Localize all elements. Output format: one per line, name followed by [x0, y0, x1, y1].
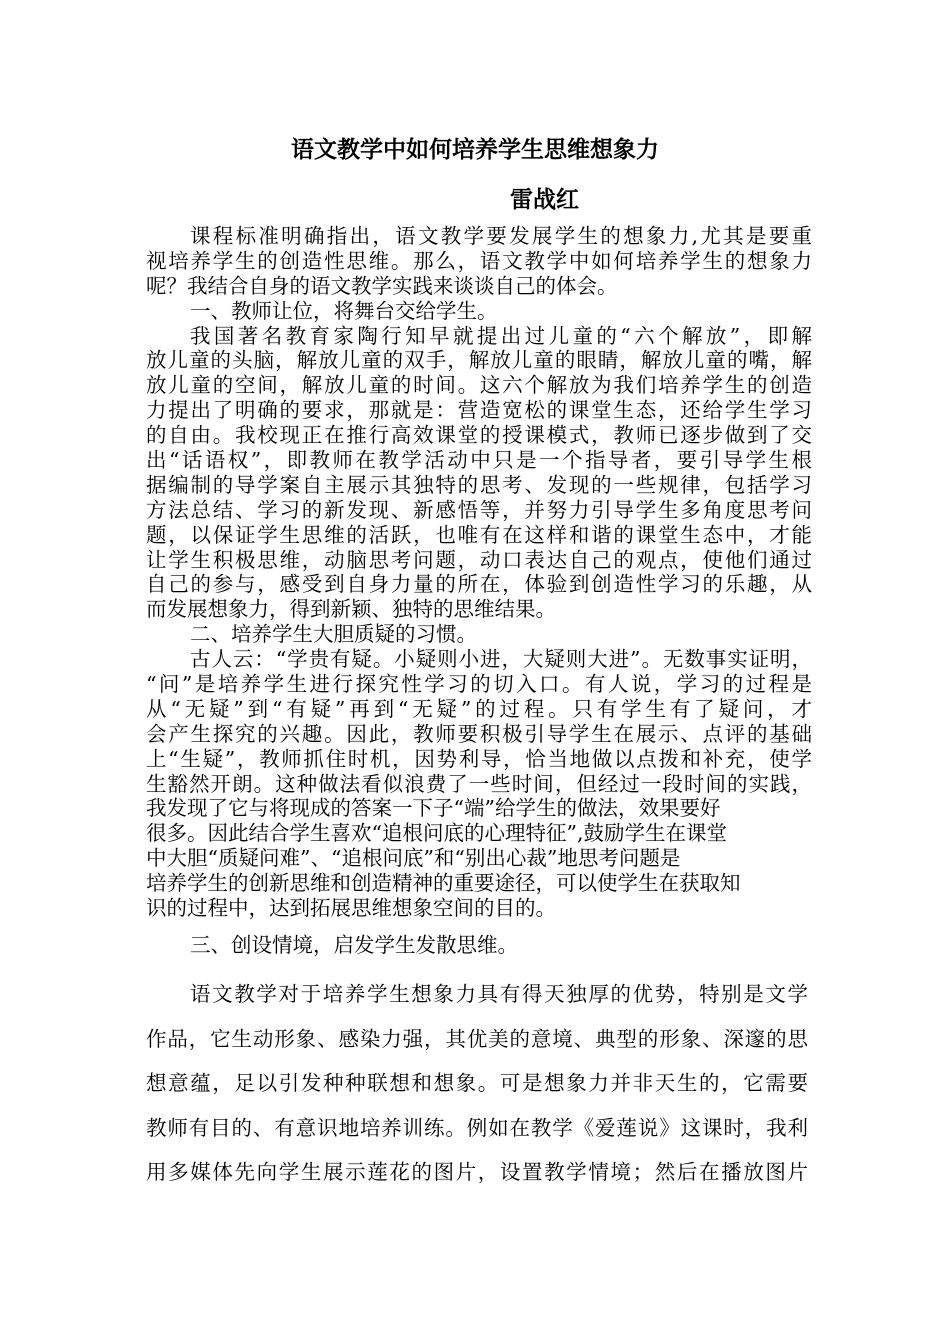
text-line: 题，以保证学生思维的活跃，也唯有在这样和谐的课堂生态中，才能: [146, 522, 812, 547]
text-line: 识的过程中，达到拓展思维想象空间的目的。: [146, 896, 556, 921]
section-heading-2: 二、培养学生大胆质疑的习惯。: [190, 622, 477, 647]
text-line: 中大胆“质疑问难”、“追根问底”和“别出心裁”地思考问题是: [146, 846, 681, 871]
text-line: 培养学生的创新思维和创造精神的重要途径，可以使学生在获取知: [146, 871, 741, 896]
document-author: 雷战红: [510, 186, 579, 213]
text-line: 让学生积极思维，动脑思考问题，动口表达自己的观点，使他们通过: [146, 547, 812, 572]
text-line: 放儿童的空间，解放儿童的时间。这六个解放为我们培养学生的创造: [146, 373, 812, 398]
text-line: 呢？我结合自身的语文教学实践来谈谈自己的体会。: [146, 273, 618, 298]
text-line: 课程标准明确指出，语文教学要发展学生的想象力,尤其是要重: [190, 224, 812, 248]
text-line: 的自由。我校现正在推行高效课堂的授课模式，教师已逐步做到了交: [146, 423, 812, 448]
text-line: 会产生探究的兴趣。因此，教师要积极引导学生在展示、点评的基础: [146, 721, 812, 746]
text-line: 而发展想象力，得到新颖、独特的思维结果。: [146, 597, 556, 622]
section-heading-3: 三、创设情境，启发学生发散思维。: [190, 933, 518, 957]
text-line: 自己的参与，感受到自身力量的所在，体验到创造性学习的乐趣，从: [146, 572, 812, 597]
text-line: 力提出了明确的要求，那就是：营造宽松的课堂生态，还给学生学习: [146, 398, 812, 423]
text-line: 方法总结、学习的新发现、新感悟等，并努力引导学生多角度思考问: [146, 497, 812, 522]
text-line: 古人云：“学贵有疑。小疑则小进，大疑则大进”。无数事实证明，: [190, 647, 812, 672]
text-line: 想意蕴，足以引发种种联想和想象。可是想象力并非天生的，它需要: [146, 1071, 808, 1096]
text-line: 很多。因此结合学生喜欢“追根问底的心理特征”,鼓励学生在课堂: [146, 821, 727, 846]
text-line: 我国著名教育家陶行知早就提出过儿童的“六个解放”，即解: [190, 323, 812, 348]
text-line: 教师有目的、有意识地培养训练。例如在教学《爱莲说》这课时，我利: [146, 1115, 808, 1140]
text-line: 作品，它生动形象、感染力强，其优美的意境、典型的形象、深邃的思: [146, 1026, 808, 1051]
text-line: 视培养学生的创造性思维。那么，语文教学中如何培养学生的想象力: [146, 248, 812, 273]
text-line: 上“生疑”，教师抓住时机，因势利导，恰当地做以点拨和补充，使学: [146, 746, 812, 771]
text-line: 出“话语权”，即教师在教学活动中只是一个指导者，要引导学生根: [146, 448, 812, 473]
text-line: 放儿童的头脑，解放儿童的双手，解放儿童的眼睛，解放儿童的嘴，解: [146, 348, 812, 373]
body-text-block: [146, 224, 812, 921]
text-line: 语文教学对于培养学生想象力具有得天独厚的优势，特别是文学: [190, 982, 808, 1006]
document-title: 语文教学中如何培养学生思维想象力: [291, 136, 659, 163]
text-line: 生豁然开朗。这种做法看似浪费了一些时间，但经过一段时间的实践，: [146, 771, 812, 796]
section3-text-block: [146, 981, 808, 1204]
section-heading-1: 一、教师让位，将舞台交给学生。: [190, 298, 498, 323]
text-line: 我发现了它与将现成的答案一下子“端”给学生的做法，效果要好: [146, 796, 721, 821]
text-line: 从“无疑”到“有疑”再到“无疑”的过程。只有学生有了疑问，才: [146, 696, 812, 721]
text-line: “问”是培养学生进行探究性学习的切入口。有人说，学习的过程是: [146, 672, 812, 697]
text-line: 用多媒体先向学生展示莲花的图片，设置教学情境；然后在播放图片: [146, 1160, 808, 1185]
text-line: 据编制的导学案自主展示其独特的思考、发现的一些规律，包括学习: [146, 472, 812, 497]
